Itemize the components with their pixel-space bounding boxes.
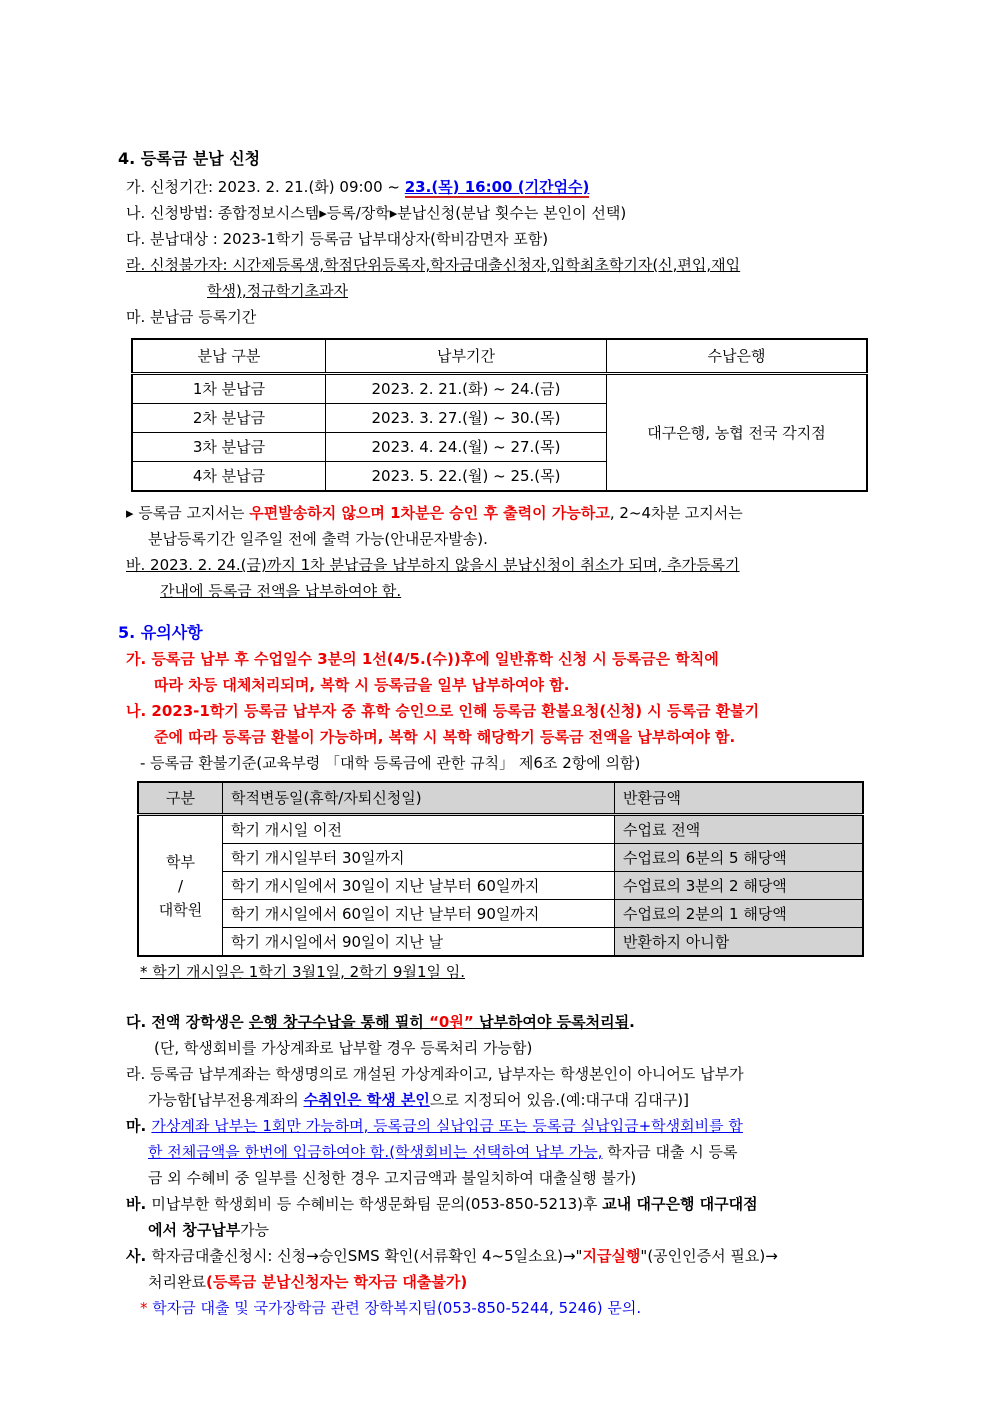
cell-installment-3: 3차 분납금 — [132, 433, 326, 462]
ma-blue2: 한 전체금액을 한번에 입금하여야 함.(학생회비는 선택하여 납부 가능, — [148, 1143, 603, 1161]
cell-change-date-2: 학기 개시일부터 30일까지 — [223, 844, 615, 872]
da-underlined — [249, 1013, 629, 1031]
cell-change-date-1: 학기 개시일 이전 — [223, 815, 615, 844]
document-content — [118, 146, 886, 1321]
col-header-change-date: 학적변동일(휴학/자퇴신청일) — [223, 782, 615, 815]
table-row — [138, 844, 863, 872]
section5-item-ra-line1: 라. 등록금 납부계좌는 학생명의로 개설된 가상계좌이고, 납부자는 학생본인이 아니어도 납부가 — [126, 1065, 744, 1083]
cell-period-1: 2023. 2. 21.(화) ~ 24.(금) — [326, 374, 607, 404]
table-row — [138, 928, 863, 957]
section4-heading: 4. 등록금 분납 신청 — [118, 149, 261, 168]
triangle-bullet-icon: ▸ — [126, 504, 134, 522]
ba2-bank-bold: 교내 대구은행 대구대점 — [602, 1195, 758, 1213]
da-u1: 은행 창구수납을 통해 필히 — [248, 1013, 430, 1031]
sa-line2-red: (등록금 분납신청자는 학자금 대출불가) — [205, 1273, 468, 1291]
sa-label: 사. — [126, 1247, 152, 1265]
col-header-bank: 수납은행 — [607, 339, 868, 374]
bill-notice-red: 우편발송하지 않으며 1차분은 승인 후 출력이 가능하고 — [249, 504, 610, 522]
ma-blue1: 가상계좌 납부는 1회만 가능하며, 등록금의 실납입금 또는 등록금 실납입금+학생회비를 합 — [151, 1117, 743, 1135]
section5-item-ma-line2 — [118, 1139, 886, 1165]
cell-refund-4: 수업료의 2분의 1 해당액 — [615, 900, 864, 928]
section5-heading: 5. 유의사항 — [118, 623, 203, 642]
refund-rule-reference: - 등록금 환불기준(교육부령 「대학 등록금에 관한 규칙」 제6조 2항에 의함) — [140, 754, 641, 772]
cell-period-4: 2023. 5. 22.(월) ~ 25.(목) — [326, 462, 607, 492]
section4-item-ra-line2 — [118, 278, 886, 304]
ba2-tail: 가능 — [240, 1221, 270, 1239]
col-header-installment: 분납 구분 — [132, 339, 326, 374]
da-suffix: . — [629, 1013, 635, 1031]
sa-pre: 학자금대출신청시: 신청→승인SMS 확인(서류확인 4~5일소요)→" — [151, 1247, 583, 1265]
ba2-text: 미납부한 학생회비 등 수혜비는 학생문화팀 문의(053-850-5213)후 — [151, 1195, 603, 1213]
section5-item-sa-line2 — [118, 1269, 886, 1295]
ra-line2-text: 학생),정규학기초과자 — [207, 282, 349, 300]
bill-notice-post: , 2~4차분 고지서는 — [609, 504, 743, 522]
sa-mid: "(공인인증서 필요)→ — [640, 1247, 778, 1265]
cell-refund-1: 수업료 전액 — [615, 815, 864, 844]
asterisk-marker: * — [140, 1299, 153, 1317]
bill-notice-line2: 분납등록기간 일주일 전에 출력 가능(안내문자발송). — [148, 530, 488, 548]
cell-refund-5: 반환하지 아니함 — [615, 928, 864, 957]
section5-item-na-line2: 준에 따라 등록금 환불이 가능하며, 복학 시 복학 해당학기 등록금 전액을 납부하여야 함. — [154, 728, 736, 746]
scholarship-contact-text: 학자금 대출 및 국가장학금 관련 장학복지팀(053-850-5244, 5246) 문의. — [152, 1299, 642, 1317]
cell-installment-4: 4차 분납금 — [132, 462, 326, 492]
table-row — [138, 900, 863, 928]
semester-start-note — [118, 959, 886, 985]
scholarship-contact-note — [118, 1295, 886, 1321]
table-row — [132, 374, 867, 404]
apply-deadline: 23.(목) 16:00 (기간엄수) — [404, 178, 590, 196]
cell-installment-2: 2차 분납금 — [132, 404, 326, 433]
col-header-period: 납부기간 — [326, 339, 607, 374]
cell-bank: 대구은행, 농협 전국 각지점 — [607, 374, 868, 492]
cell-refund-3: 수업료의 3분의 2 해당액 — [615, 872, 864, 900]
table-header-row — [132, 339, 867, 374]
section4-item-ga — [118, 174, 886, 200]
spacer — [118, 985, 886, 1009]
installment-schedule-table — [131, 338, 868, 492]
cell-installment-1: 1차 분납금 — [132, 374, 326, 404]
cell-period-2: 2023. 3. 27.(월) ~ 30.(목) — [326, 404, 607, 433]
da-zero-won: “0원” — [429, 1013, 474, 1031]
da-prefix: 다. 전액 장학생은 — [126, 1013, 249, 1031]
section4-item-ma: 마. 분납금 등록기간 — [126, 308, 257, 326]
table-row — [138, 815, 863, 844]
division-undergrad: 학부 — [166, 852, 195, 871]
section5-item-ga-line1: 가. 등록금 납부 후 수업일수 3분의 1선(4/5.(수))후에 일반휴학 신청 시 등록금은 학칙에 — [126, 650, 719, 668]
bill-notice-line1 — [118, 500, 886, 526]
section5-item-ma-line3: 금 외 수혜비 중 일부를 신청한 경우 고지금액과 불일치하여 대출실행 불가) — [148, 1169, 637, 1187]
bill-notice-pre: 등록금 고지서는 — [138, 504, 250, 522]
section5-item-da-sub: (단, 학생회비를 가상계좌로 납부할 경우 등록처리 가능함) — [154, 1039, 533, 1057]
ba-line2-text: 간내에 등록금 전액을 납부하여야 함. — [160, 582, 402, 600]
ba2-label: 바. — [126, 1195, 152, 1213]
cell-change-date-4: 학기 개시일에서 60일이 지난 날부터 90일까지 — [223, 900, 615, 928]
section5-item-da — [118, 1009, 886, 1035]
semester-start-note-text: * 학기 개시일은 1학기 3월1일, 2학기 9월1일 임. — [140, 963, 466, 981]
cell-division-group — [138, 815, 223, 957]
section4-item-ba-line2 — [118, 578, 886, 604]
col-header-division: 구분 — [138, 782, 223, 815]
section5-item-sa-line1 — [118, 1243, 886, 1269]
cell-change-date-5: 학기 개시일에서 90일이 지난 날 — [223, 928, 615, 957]
section5-item-na-line1: 나. 2023-1학기 등록금 납부자 중 휴학 승인으로 인해 등록금 환불요청(신청) 시 등록금 환불기 — [126, 702, 760, 720]
section4-item-na: 나. 신청방법: 종합정보시스템▸등록/장학▸분납신청(분납 횟수는 본인이 선택) — [126, 204, 627, 222]
section5-item-ma-line1 — [118, 1113, 886, 1139]
section5-item-ba-line1 — [118, 1191, 886, 1217]
cell-change-date-3: 학기 개시일에서 30일이 지난 날부터 60일까지 — [223, 872, 615, 900]
table-row — [138, 872, 863, 900]
apply-period-label: 가. 신청기간: 2023. 2. 21.(화) 09:00 ~ — [126, 178, 405, 196]
col-header-refund-amount: 반환금액 — [615, 782, 864, 815]
ra2-post: 으로 지정되어 있음.(예:대구대 김대구)] — [429, 1091, 689, 1109]
ra2-payee: 수취인은 학생 본인 — [303, 1091, 430, 1109]
division-slash: / — [177, 876, 184, 895]
section4-item-ra-line1: 라. 신청불가자: 시간제등록생,학점단위등록자,학자금대출신청자,입학최초학기자(신,편입,재입 — [126, 256, 741, 274]
ma-label: 마. — [126, 1117, 152, 1135]
ba2-bold2: 에서 창구납부 — [148, 1221, 241, 1239]
refund-standard-table — [137, 781, 864, 957]
da-u2: 납부하여야 등록처리됨 — [473, 1013, 630, 1031]
section4-item-ba-line1: 바. 2023. 2. 24.(금)까지 1차 분납금을 납부하지 않을시 분납신청이 취소가 되며, 추가등록기 — [126, 556, 740, 574]
table-header-row — [138, 782, 863, 815]
section4-item-da: 다. 분납대상 : 2023-1학기 등록금 납부대상자(학비감면자 포함) — [126, 230, 549, 248]
section5-item-ra-line2 — [118, 1087, 886, 1113]
ra2-pre: 가능함[납부전용계좌의 — [148, 1091, 304, 1109]
division-grad: 대학원 — [158, 900, 203, 919]
cell-refund-2: 수업료의 6분의 5 해당액 — [615, 844, 864, 872]
ma-black2: 학자금 대출 시 등록 — [602, 1143, 738, 1161]
sa-line2-pre: 처리완료 — [148, 1273, 206, 1291]
section5-item-ga-line2: 따라 차등 대체처리되며, 복학 시 등록금을 일부 납부하여야 함. — [154, 676, 570, 694]
cell-period-3: 2023. 4. 24.(월) ~ 27.(목) — [326, 433, 607, 462]
section5-item-ba-line2 — [118, 1217, 886, 1243]
sa-execute-red: 지급실행 — [582, 1247, 641, 1265]
